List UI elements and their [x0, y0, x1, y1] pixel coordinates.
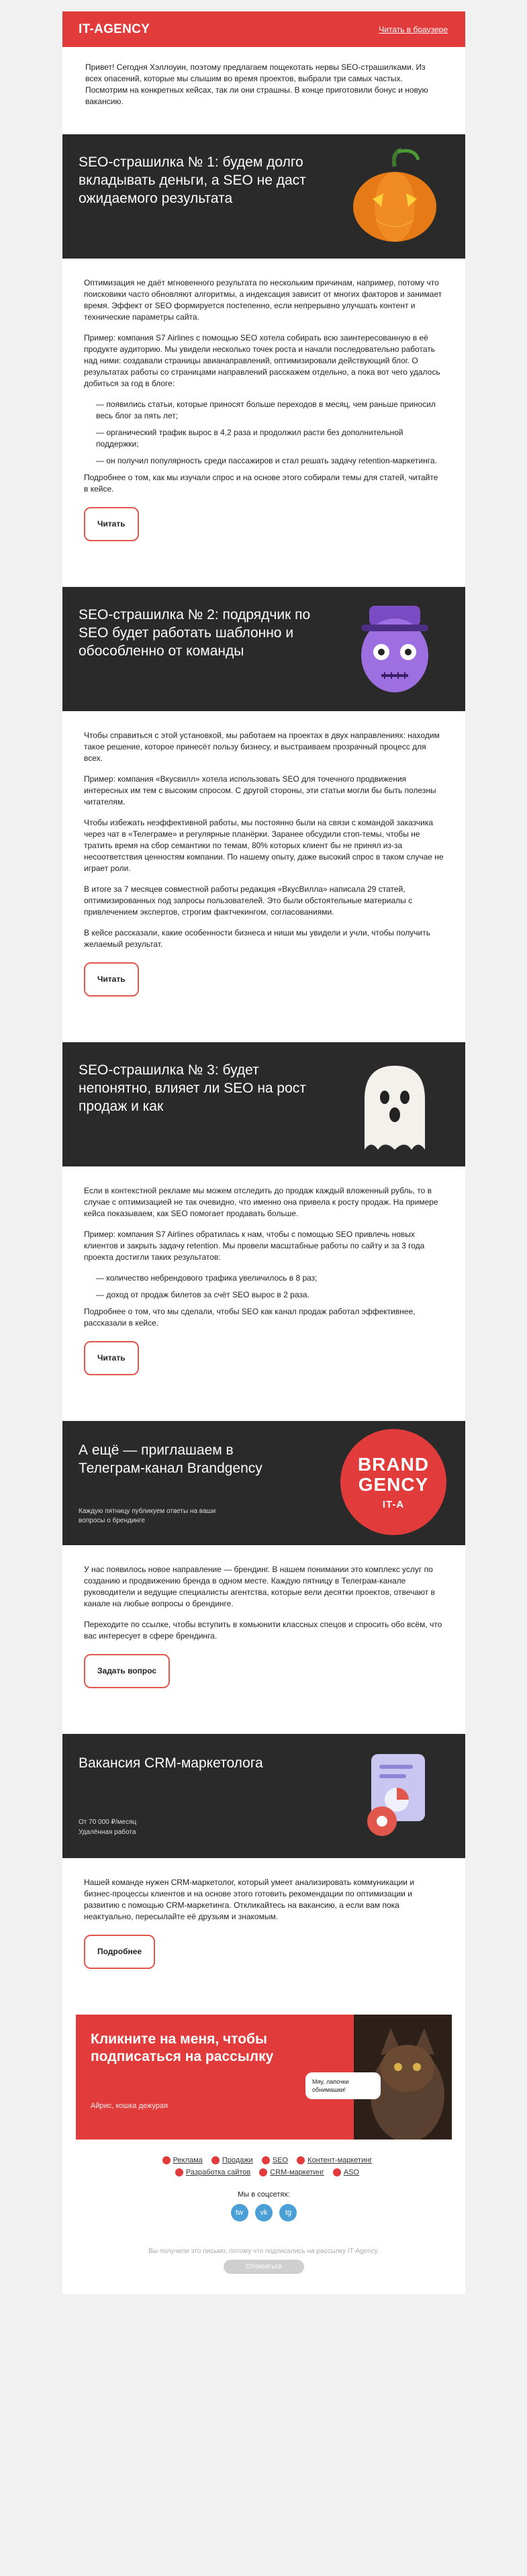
subscribe-promo[interactable] [76, 2015, 452, 2140]
ask-question-button[interactable]: Задать вопрос [84, 1654, 170, 1688]
banner-title: SEO-страшилка № 3: будет непонятно, влияет ли SEO на рост продаж и как [79, 1062, 306, 1114]
agency-logo[interactable]: IT-AGENCY [79, 21, 150, 36]
read-case-button-3[interactable]: Читать [84, 1341, 139, 1375]
section-2-content [62, 711, 465, 1017]
paragraph: Чтобы справиться с этой установкой, мы работаем на проектах в двух направлениях: находим такое решение, которое принесёт пользу бизнесу, и выстраиваем прозрачный процесс для всех. [84, 731, 440, 763]
paragraph: У нас появилось новое направление — брендинг. В нашем понимании это комплекс услуг по созданию и продвижению бренда в одном месте. Каждую пятницу в Телеграм-канале руководители и ведущие специалисты агентства, которые вели десятки проектов, отвечают в канале на любые вопросы о брендинге. [84, 1565, 435, 1608]
banner-title: SEO-страшилка № 1: будем долго вкладывать деньги, а SEO не даст ожидаемого результата [79, 154, 306, 206]
social-title: Мы в соцсетях: [238, 2191, 290, 2199]
telegram-title: А ещё — приглашаем в Телеграм-канал Brandgency [79, 1442, 262, 1476]
link-aso[interactable]: ASO [343, 2168, 360, 2176]
section-3-content [62, 1166, 465, 1395]
list-item: — количество небрендового трафика увеличилось в 8 раз; [96, 1273, 318, 1283]
vacancy-banner [62, 1734, 465, 1858]
telegram-content [62, 1545, 465, 1708]
promo-title: Кликните на меня, чтобы подписаться на рассылку [91, 2031, 274, 2064]
brandgency-logo: BRAND GENCY IT-A [340, 1429, 446, 1535]
read-case-button-1[interactable]: Читать [84, 507, 139, 541]
link-sales[interactable]: Продажи [222, 2156, 253, 2164]
paragraph: Пример: компания «Вкусвилл» хотела использовать SEO для точечного продвижения интересных им тем с высоким спросом. С другой стороны, эти статьи могли бы быть полезны читателям. [84, 774, 436, 807]
paragraph: Пример: компания S7 Airlines с помощью SEO хотела собирать всю заинтересованную в её продукте аудиторию. Мы увидели несколько точек роста и начали последовательно работать над ними: создавали страницы авианаправлений, оптимизировали действующий блог. О результатах работы со страницами направлений расскажем отдельно, а пока вот чего удалось добиться за год в блоге: [84, 333, 440, 388]
paragraph: Пример: компания S7 Airlines обратилась к нам, чтобы с помощью SEO привлечь новых клиентов и закрыть задачу retention. Мы провели масштабные работы по сайту и за 3 года проекта достигли таких результатов: [84, 1230, 425, 1262]
paragraph: В итоге за 7 месяцев совместной работы редакция «ВкусВилла» написала 29 статей, оптимизированных под запросы пользователей. Это были обстоятельные материалы с привлечением экспертов, строгим фактчекингом, согласованиями. [84, 884, 413, 917]
link-seo[interactable]: SEO [272, 2156, 289, 2164]
paragraph: Подробнее о том, как мы изучали спрос и на основе этого собирали темы для статей, читайте в кейсе. [84, 473, 438, 494]
read-case-button-2[interactable]: Читать [84, 962, 139, 997]
vacancy-details-button[interactable]: Подробнее [84, 1935, 155, 1969]
intro-text: Привет! Сегодня Хэллоуин, поэтому предлагаем пощекотать нервы SEO-страшилками. Из всех опасений, которые мы слышим во время проектов, выбрали три самых частых. Посмотрим на конкретных кейсах, так ли они страшны. В конце приготовили бонус и новую вакансию. [85, 62, 428, 106]
subscription-note: Вы получили это письмо, потому что подписались на рассылку IT-Agency. [148, 2248, 379, 2255]
ghost-icon [344, 1056, 445, 1156]
vacancy-title: Вакансия CRM-маркетолога [79, 1755, 263, 1771]
banner-section-2 [62, 587, 465, 711]
vacancy-salary: От 70 000 ₽/месяц Удалённая работа [79, 1819, 137, 1836]
list-item: — доход от продаж билетов за счёт SEO вырос в 2 раза. [96, 1290, 309, 1299]
social-links [76, 2204, 452, 2221]
telegram-icon[interactable]: tg [279, 2204, 297, 2221]
document-chart-icon [358, 1747, 445, 1848]
list-item: — органический трафик вырос в 4,2 раза и продолжил расти без дополнительной поддержки; [96, 428, 403, 449]
paragraph: Нашей команде нужен CRM-маркетолог, который умеет анализировать коммуникации и бизнес-процессы клиентов и на основе этого готовить рекомендации по оптимизации и развитию с помощью CRM-маркетинга. Откликайтесь на вакансию, а если вам пока неактуально, пересылайте её друзьям и знакомым. [84, 1878, 415, 1921]
banner-section-1 [62, 134, 465, 259]
paragraph: Чтобы избежать неэффективной работы, мы постоянно были на связи с командой заказчика через чат в «Телеграме» и регулярные планёрки. Заранее обсудили стоп-темы, чтобы не тратить время на сбор семантики по темам, 80% которых клиент бы не принял из-за несоответствия ценностям компании. По нашему опыту, даже высокий спрос в таком случае не играет роли. [84, 818, 444, 873]
paragraph: В кейсе рассказали, какие особенности бизнеса и ниши мы увидели и учли, чтобы получить желаемый результат. [84, 928, 430, 949]
topic-links [76, 2154, 452, 2178]
link-ads[interactable]: Реклама [173, 2156, 203, 2164]
vacancy-content [62, 1858, 465, 1989]
paragraph: Оптимизация не даёт мгновенного результата по нескольким причинам, например, потому что поисковики часто обновляют алгоритмы, а индексация зависит от многих факторов и занимает время. Эффект от SEO формируется постепенно, если непрерывно улучшать контент и технические параметры сайта. [84, 278, 442, 322]
zombie-icon [348, 602, 442, 699]
paragraph: Подробнее о том, что мы сделали, чтобы SEO как канал продаж работал эффективнее, рассказали в кейсе. [84, 1307, 416, 1328]
twitter-icon[interactable]: tw [231, 2204, 248, 2221]
section-1-content [62, 259, 465, 561]
vk-icon[interactable]: vk [255, 2204, 273, 2221]
cat-speech-bubble: Мяу, лапочки обнимашки! [305, 2072, 381, 2099]
paragraph: Переходите по ссылке, чтобы вступить в комьюнити классных спецов и спросить обо всём, что вас интересует в сфере брендинга. [84, 1620, 442, 1641]
banner-title: SEO-страшилка № 2: подрядчик по SEO будет работать шаблонно и обособленно от команды [79, 607, 311, 659]
telegram-banner [62, 1421, 465, 1545]
email-body [62, 11, 465, 2294]
link-crm[interactable]: CRM-маркетинг [270, 2168, 324, 2176]
list-item: — он получил популярность среди пассажиров и стал решать задачу retention-маркетинга. [96, 456, 437, 465]
unsubscribe-button[interactable]: Отписаться [224, 2260, 304, 2274]
link-web-dev[interactable]: Разработка сайтов [185, 2168, 251, 2176]
read-in-browser-link[interactable]: Читать в браузере [379, 24, 448, 34]
paragraph: Если в контекстной рекламе мы можем отследить до продаж каждый вложенный рубль, то в случае с оптимизацией не так очевидно, что именно она привела к росту продаж. На примере кейса показываем, как SEO помогает продавать больше. [84, 1186, 438, 1218]
telegram-subtitle: Каждую пятницу публикуем ответы на ваши вопросы о брендинге [79, 1508, 216, 1524]
email-header [62, 11, 465, 47]
list-item: — появились статьи, которые приносят больше переходов в месяц, чем раньше приносил весь блог за пять лет; [96, 400, 436, 420]
promo-signature: Айрис, кошка дежурая [91, 2102, 168, 2110]
banner-section-3 [62, 1042, 465, 1166]
footer [62, 2001, 465, 2294]
link-content[interactable]: Контент-маркетинг [307, 2156, 373, 2164]
pumpkin-icon [344, 146, 445, 247]
